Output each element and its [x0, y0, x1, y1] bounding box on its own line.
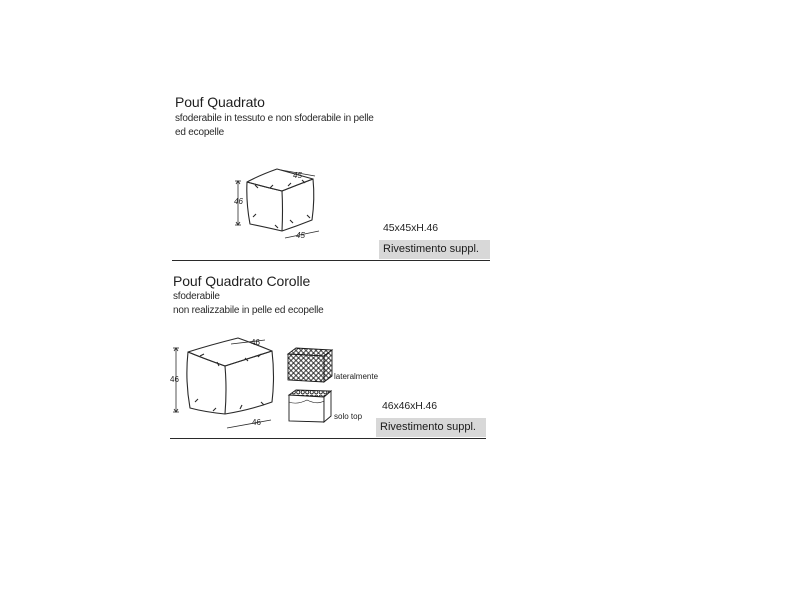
cube-front-face	[247, 182, 283, 231]
variant-solo-top-icon	[287, 390, 335, 426]
cube-front-face	[187, 352, 226, 414]
product-pouf-quadrato-corolle	[0, 270, 789, 450]
product-description-line-2: non realizzabile in pelle ed ecopelle	[173, 305, 324, 316]
height-label: 46	[234, 197, 243, 206]
width-label: 45	[296, 231, 305, 240]
variant-lateralmente-icon	[286, 348, 336, 388]
product-pouf-quadrato	[0, 0, 789, 270]
product-description-line-2: ed ecopelle	[175, 127, 224, 138]
dimensions-text: 45x45xH.46	[383, 222, 439, 234]
section-divider	[170, 438, 486, 439]
product-title: Pouf Quadrato	[175, 94, 265, 110]
variant-label-lateralmente: lateralmente	[334, 372, 379, 381]
section-divider	[172, 260, 490, 261]
cube-right-face	[282, 179, 314, 231]
variant-label-solo-top: solo top	[334, 412, 363, 421]
product-description-line-1: sfoderabile	[173, 291, 220, 302]
price-label-box: Rivestimento suppl.	[376, 418, 486, 437]
cube-top-face	[247, 169, 313, 191]
product-title: Pouf Quadrato Corolle	[173, 273, 311, 289]
price-label-box: Rivestimento suppl.	[379, 240, 490, 259]
dimensions-text: 46x46xH.46	[382, 400, 438, 412]
depth-label: 46	[251, 338, 260, 347]
pouf-corolle-drawing	[165, 332, 285, 432]
cube-right-face	[225, 351, 274, 414]
width-label: 46	[252, 418, 261, 427]
height-label: 46	[170, 375, 179, 384]
product-description-line-1: sfoderabile in tessuto e non sfoderabile in pelle	[175, 113, 374, 124]
depth-label: 45	[293, 171, 302, 180]
